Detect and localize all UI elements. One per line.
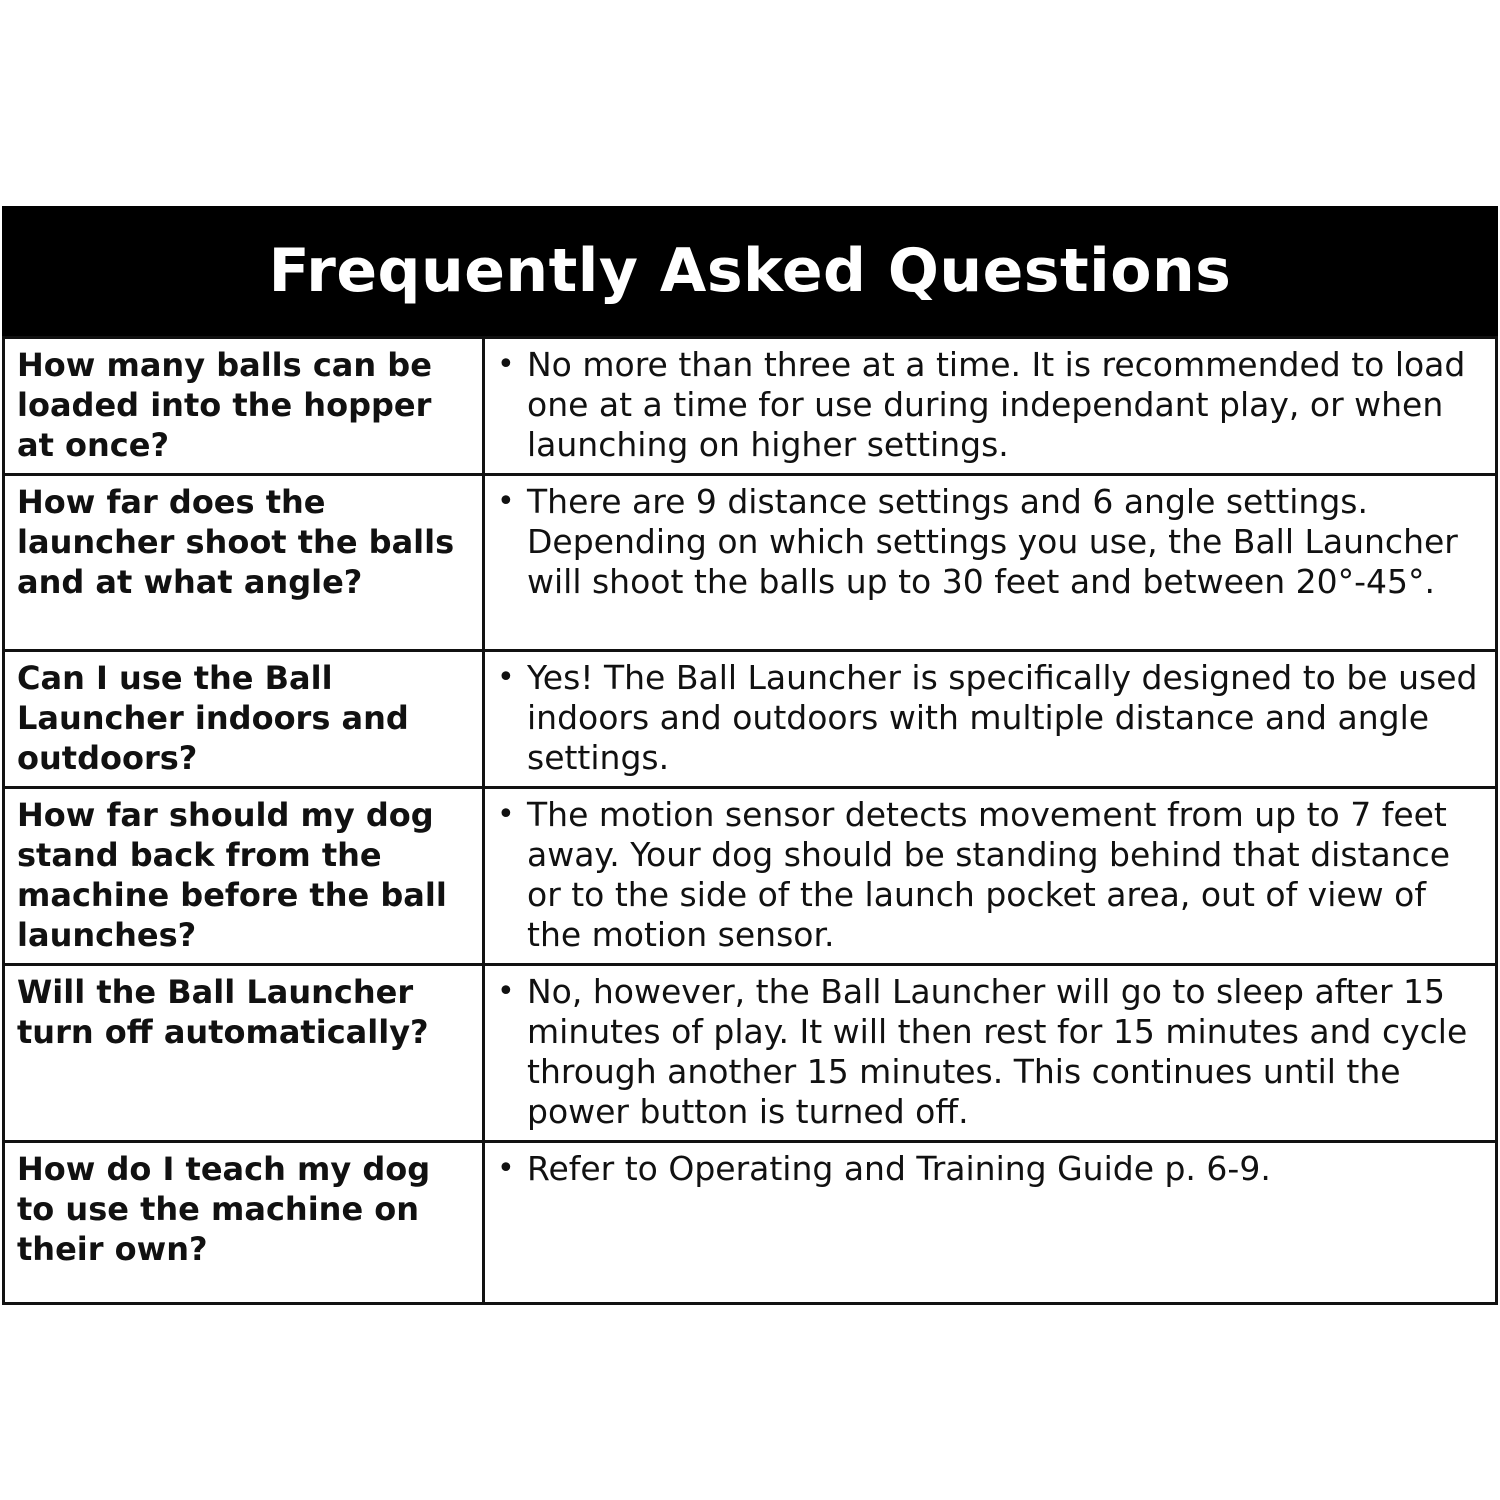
bullet-icon: • [497,974,515,1009]
answer-cell [484,475,1497,651]
question-text: How do I teach my dog to use the machine on their own? [17,1150,431,1268]
answer-cell [484,788,1497,965]
answer-cell [484,651,1497,788]
question-text: How far should my dog stand back from the machine before the ball launches? [17,796,447,954]
page-title: Frequently Asked Questions [268,236,1232,306]
question-cell [4,338,484,475]
faq-header [2,206,1498,336]
answer-cell [484,965,1497,1142]
question-cell [4,651,484,788]
table-row [4,338,1497,475]
question-cell [4,788,484,965]
question-cell [4,475,484,651]
answer-cell [484,338,1497,475]
bullet-icon: • [497,660,515,695]
answer-text: No more than three at a time. It is recommended to load one at a time for use during independant play, or when launching on higher settings. [527,345,1466,464]
table-row [4,475,1497,651]
table-row [4,651,1497,788]
question-text: How many balls can be loaded into the hopper at once? [17,346,432,464]
faq-table [2,336,1498,1305]
bullet-icon: • [497,484,515,519]
bullet-icon: • [497,797,515,832]
question-cell [4,965,484,1142]
answer-text: Refer to Operating and Training Guide p. 6-9. [527,1149,1271,1188]
answer-text: No, however, the Ball Launcher will go to sleep after 15 minutes of play. It will then rest for 15 minutes and cycle through another 15 minutes. This continues until the power button is turned off. [527,972,1468,1131]
bullet-icon: • [497,347,515,382]
faq-card [2,206,1498,1305]
table-row [4,965,1497,1142]
table-row [4,1142,1497,1304]
bullet-icon: • [497,1151,515,1186]
question-cell [4,1142,484,1304]
answer-text: Yes! The Ball Launcher is specifically designed to be used indoors and outdoors with multiple distance and angle settings. [527,658,1478,777]
answer-text: The motion sensor detects movement from up to 7 feet away. Your dog should be standing behind that distance or to the side of the launch pocket area, out of view of the motion sensor. [527,795,1451,954]
question-text: How far does the launcher shoot the balls and at what angle? [17,483,455,601]
table-row [4,788,1497,965]
answer-text: There are 9 distance settings and 6 angle settings. Depending on which settings you use, the Ball Launcher will shoot the balls up to 30 feet and between 20°-45°. [527,482,1458,601]
question-text: Will the Ball Launcher turn off automatically? [17,973,429,1051]
answer-cell [484,1142,1497,1304]
question-text: Can I use the Ball Launcher indoors and outdoors? [17,659,409,777]
